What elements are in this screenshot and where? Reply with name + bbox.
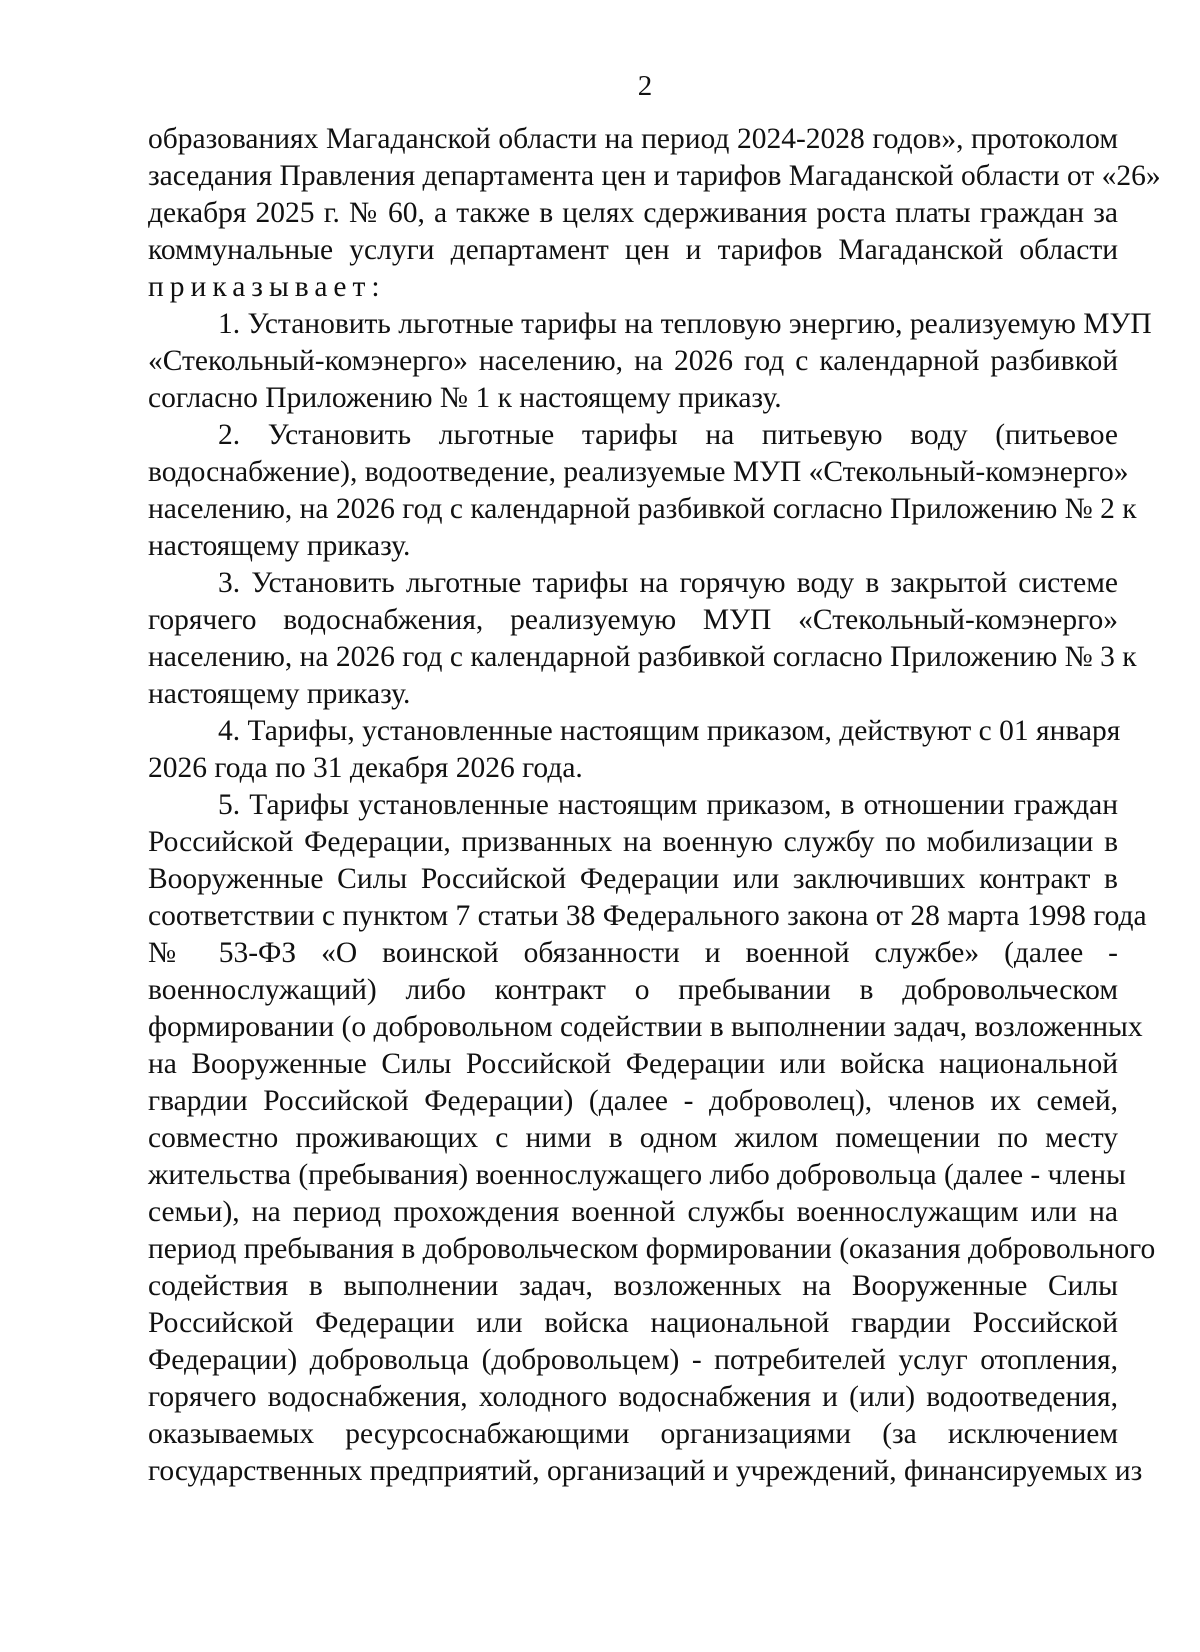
text-line: жительства (пребывания) военнослужащего либо добровольца (далее - члены — [148, 1159, 1126, 1191]
text-line-item-3: 3. Установить льготные тарифы на горячую воду в закрытой системе — [218, 567, 1118, 599]
text-line: гвардии Российской Федерации) (далее - доброволец), членов их семей, — [148, 1085, 1118, 1117]
text-line: населению, на 2026 год с календарной разбивкой согласно Приложению № 2 к — [148, 493, 1137, 525]
text-line: согласно Приложению № 1 к настоящему приказу. — [148, 382, 782, 414]
text-line: настоящему приказу. — [148, 530, 411, 562]
text-line-item-4: 4. Тарифы, установленные настоящим приказом, действуют с 01 января — [218, 715, 1121, 747]
text-line: населению, на 2026 год с календарной разбивкой согласно Приложению № 3 к — [148, 641, 1137, 673]
text-line: государственных предприятий, организаций и учреждений, финансируемых из — [148, 1455, 1143, 1487]
text-line: № 53-ФЗ «О воинской обязанности и военной службе» (далее - — [148, 937, 1118, 969]
text-line: период пребывания в добровольческом формировании (оказания добровольного — [148, 1233, 1156, 1265]
text-line: Российской Федерации, призванных на военную службу по мобилизации в — [148, 826, 1118, 858]
text-line: коммунальные услуги департамент цен и тарифов Магаданской области — [148, 234, 1118, 266]
text-line: оказываемых ресурсоснабжающими организациями (за исключением — [148, 1418, 1118, 1450]
text-line-order-word: приказывает: — [148, 271, 386, 303]
text-line: настоящему приказу. — [148, 678, 411, 710]
document-body — [148, 121, 1161, 1490]
text-line: заседания Правления департамента цен и тарифов Магаданской области от «26» — [148, 160, 1161, 192]
text-line: Российской Федерации или войска национальной гвардии Российской — [148, 1307, 1118, 1339]
text-line: Федерации) добровольца (добровольцем) - потребителей услуг отопления, — [148, 1344, 1118, 1376]
text-line: горячего водоснабжения, холодного водоснабжения и (или) водоотведения, — [148, 1381, 1118, 1413]
text-line: 2026 года по 31 декабря 2026 года. — [148, 752, 583, 784]
text-line: военнослужащий) либо контракт о пребывании в добровольческом — [148, 974, 1118, 1006]
text-line: на Вооруженные Силы Российской Федерации или войска национальной — [148, 1048, 1118, 1080]
text-line: формировании (о добровольном содействии в выполнении задач, возложенных — [148, 1011, 1143, 1043]
text-line: Вооруженные Силы Российской Федерации или заключивших контракт в — [148, 863, 1118, 895]
text-line: содействия в выполнении задач, возложенных на Вооруженные Силы — [148, 1270, 1118, 1302]
text-line-item-2: 2. Установить льготные тарифы на питьевую воду (питьевое — [218, 419, 1118, 451]
text-line: образованиях Магаданской области на период 2024-2028 годов», протоколом — [148, 123, 1118, 155]
page-number: 2 — [637, 70, 653, 102]
text-line: соответствии с пунктом 7 статьи 38 Федерального закона от 28 марта 1998 года — [148, 900, 1147, 932]
text-line: совместно проживающих с ними в одном жилом помещении по месту — [148, 1122, 1118, 1154]
text-line: семьи), на период прохождения военной службы военнослужащим или на — [148, 1196, 1118, 1228]
text-line: горячего водоснабжения, реализуемую МУП «Стекольный-комэнерго» — [148, 604, 1118, 636]
text-line-item-1: 1. Установить льготные тарифы на тепловую энергию, реализуемую МУП — [218, 308, 1152, 340]
text-line: декабря 2025 г. № 60, а также в целях сдерживания роста платы граждан за — [148, 197, 1118, 229]
text-line: водоснабжение), водоотведение, реализуемые МУП «Стекольный-комэнерго» — [148, 456, 1129, 488]
text-line: «Стекольный-комэнерго» населению, на 2026 год с календарной разбивкой — [148, 345, 1118, 377]
text-line-item-5: 5. Тарифы установленные настоящим приказом, в отношении граждан — [218, 789, 1118, 821]
